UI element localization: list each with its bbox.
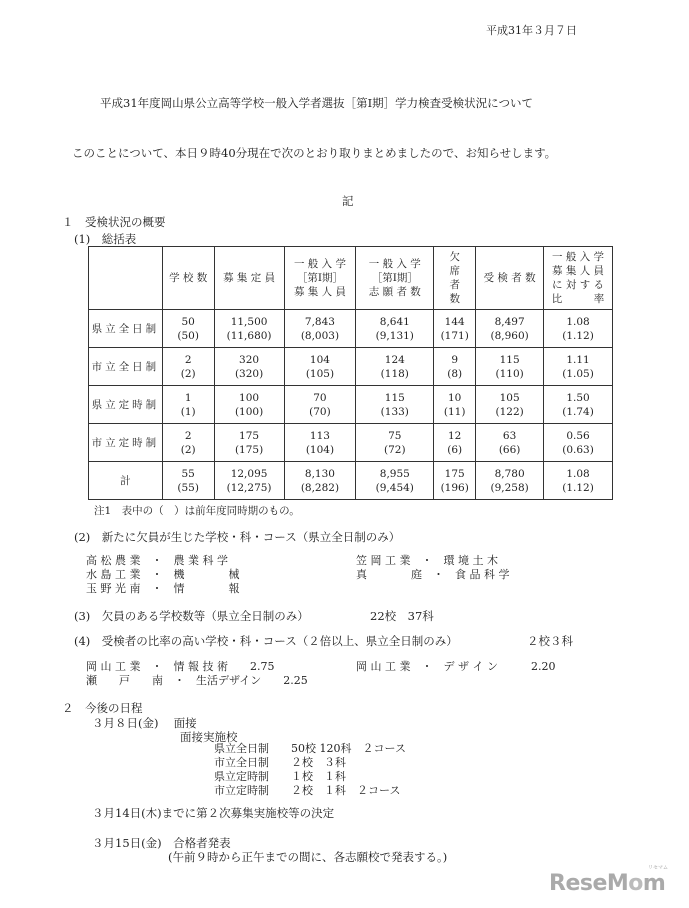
cell-recruit: 8,130 (8,282) xyxy=(284,462,356,500)
row-label: 市立全日制 xyxy=(89,348,163,386)
vacancy-list-right xyxy=(356,554,510,582)
high-ratio-list-left xyxy=(86,660,308,688)
schedule-interview: ３月８日(金) 面接 xyxy=(92,716,197,730)
list-item: 笠 岡 工 業 ・ 環 境 土 木 xyxy=(356,554,498,567)
header-quota: 募 集 定 員 xyxy=(214,247,284,310)
vacant-schools-value: 22校 37科 xyxy=(370,609,434,623)
document-date: 平成31年３月７日 xyxy=(486,24,577,37)
cell-ratio: 1.50 (1.74) xyxy=(544,386,613,424)
cell-examinees: 8,780 (9,258) xyxy=(476,462,544,500)
cell-recruit: 7,843 (8,003) xyxy=(284,310,356,348)
list-item: 水 島 工 業 ・ 機 械 xyxy=(86,568,240,581)
vacant-schools-heading: (3) 欠員のある学校数等（県立全日制のみ） xyxy=(74,609,309,623)
schedule-results: ３月15日(金) 合格者発表 xyxy=(92,836,231,850)
row-label: 市立定時制 xyxy=(89,424,163,462)
cell-applicants: 8,641 (9,131) xyxy=(356,310,434,348)
cell-absent: 12 (6) xyxy=(434,424,476,462)
cell-absent: 144 (171) xyxy=(434,310,476,348)
list-item: 高 松 農 業 ・ 農 業 科 学 xyxy=(86,554,228,567)
cell-examinees: 105 (122) xyxy=(476,386,544,424)
header-schools: 学 校 数 xyxy=(162,247,214,310)
table-row xyxy=(89,424,613,462)
cell-schools: 55 (55) xyxy=(162,462,214,500)
interview-schools-list xyxy=(214,742,406,798)
cell-quota: 320 (320) xyxy=(214,348,284,386)
cell-examinees: 8,497 (8,960) xyxy=(476,310,544,348)
cell-absent: 175 (196) xyxy=(434,462,476,500)
cell-absent: 10 (11) xyxy=(434,386,476,424)
summary-table-heading: (1) 総括表 xyxy=(74,232,137,246)
cell-recruit: 113 (104) xyxy=(284,424,356,462)
cell-recruit: 70 (70) xyxy=(284,386,356,424)
header-applicants: 一 般 入 学 ［第Ⅰ期］ 志 願 者 数 xyxy=(356,247,434,310)
cell-applicants: 8,955 (9,454) xyxy=(356,462,434,500)
cell-applicants: 75 (72) xyxy=(356,424,434,462)
vacancy-list-left xyxy=(86,554,240,596)
cell-examinees: 63 (66) xyxy=(476,424,544,462)
cell-ratio: 1.08 (1.12) xyxy=(544,462,613,500)
cell-quota: 11,500 (11,680) xyxy=(214,310,284,348)
cell-schools: 50 (50) xyxy=(162,310,214,348)
table-row-total xyxy=(89,462,613,500)
cell-schools: 1 (1) xyxy=(162,386,214,424)
table-note: 注1 表中の（ ）は前年度同時期のもの。 xyxy=(94,505,300,517)
header-absent: 欠 席 者 数 xyxy=(434,247,476,310)
cell-schools: 2 (2) xyxy=(162,348,214,386)
summary-table xyxy=(88,246,613,500)
list-item: 岡 山 工 業 ・ 情 報 技 術 2.75 xyxy=(86,660,275,673)
list-item: 県立定時制 １校 １科 xyxy=(214,770,346,783)
cell-quota: 175 (175) xyxy=(214,424,284,462)
list-item: 岡 山 工 業 ・ デ ザ イ ン 2.20 xyxy=(356,660,556,673)
section2-heading: ２ 今後の日程 xyxy=(62,701,143,715)
schedule-second-round: ３月14日(木)までに第２次募集実施校等の決定 xyxy=(92,806,335,820)
row-label: 県立定時制 xyxy=(89,386,163,424)
cell-schools: 2 (2) xyxy=(162,424,214,462)
row-label: 県立全日制 xyxy=(89,310,163,348)
table-header-row xyxy=(89,247,613,310)
list-item: 市立定時制 ２校 １科 ２コース xyxy=(214,784,401,797)
cell-absent: 9 (8) xyxy=(434,348,476,386)
header-recruit: 一 般 入 学 ［第Ⅰ期］ 募 集 人 員 xyxy=(284,247,356,310)
cell-ratio: 1.11 (1.05) xyxy=(544,348,613,386)
table-row xyxy=(89,386,613,424)
ki-heading: 記 xyxy=(342,194,354,208)
high-ratio-heading: (4) 受検者の比率の高い学校・科・コース（２倍以上、県立全日制のみ） xyxy=(74,634,458,648)
vacancy-heading: (2) 新たに欠員が生じた学校・科・コース（県立全日制のみ） xyxy=(74,530,401,544)
logo-caption: リセマム xyxy=(648,865,668,871)
results-note: (午前９時から正午までの間に、各志願校で発表する。) xyxy=(168,850,448,864)
list-item: 瀬 戸 南 ・ 生活デザイン 2.25 xyxy=(86,674,308,687)
header-corner xyxy=(89,247,163,310)
cell-applicants: 124 (118) xyxy=(356,348,434,386)
list-item: 市立全日制 ２校 ３科 xyxy=(214,756,346,769)
row-label: 計 xyxy=(89,462,163,500)
section1-heading: １ 受検状況の概要 xyxy=(62,215,166,229)
high-ratio-list-right xyxy=(356,660,555,674)
interview-schools-label: 面接実施校 xyxy=(180,730,238,744)
header-ratio: 一 般 入 学 募 集 人 員 に 対 す る 比 率 xyxy=(544,247,613,310)
cell-ratio: 1.08 (1.12) xyxy=(544,310,613,348)
cell-examinees: 115 (110) xyxy=(476,348,544,386)
cell-recruit: 104 (105) xyxy=(284,348,356,386)
list-item: 真 庭 ・ 食 品 科 学 xyxy=(356,568,510,581)
table-row xyxy=(89,310,613,348)
list-item: 県立全日制 50校 120科 ２コース xyxy=(214,742,406,755)
header-examinees: 受 検 者 数 xyxy=(476,247,544,310)
cell-ratio: 0.56 (0.63) xyxy=(544,424,613,462)
list-item: 玉 野 光 南 ・ 情 報 xyxy=(86,582,240,595)
table-row xyxy=(89,348,613,386)
cell-applicants: 115 (133) xyxy=(356,386,434,424)
resemom-logo: ReseMom xyxy=(549,871,666,896)
cell-quota: 100 (100) xyxy=(214,386,284,424)
cell-quota: 12,095 (12,275) xyxy=(214,462,284,500)
document-title: 平成31年度岡山県公立高等学校一般入学者選抜［第Ⅰ期］学力検査受検状況について xyxy=(100,96,533,110)
high-ratio-value: ２校３科 xyxy=(527,634,573,648)
intro-paragraph: このことについて、本日９時40分現在で次のとおり取りまとめましたので、お知らせします。 xyxy=(72,146,557,160)
